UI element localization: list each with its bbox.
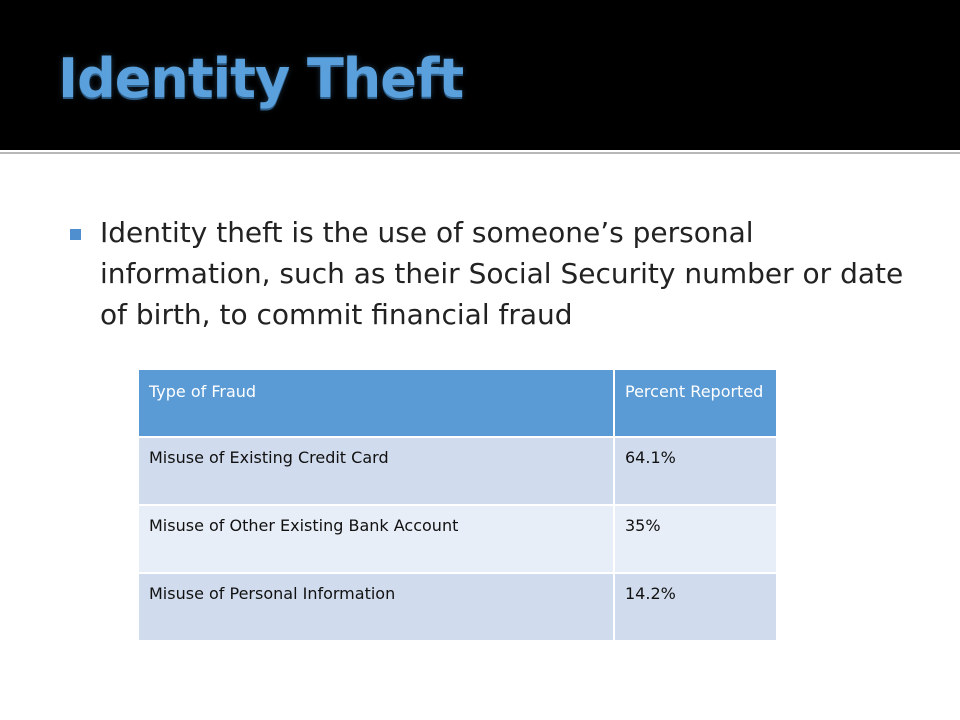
percent-cell: 14.2% [614, 573, 777, 641]
slide-title: Identity Theft [58, 47, 464, 110]
bullet-text: Identity theft is the use of someone’s personal information, such as their Social Security number or date of birth, to commit financial fraud [100, 216, 904, 331]
fraud-type-cell: Misuse of Personal Information [138, 573, 614, 641]
table-row [138, 573, 777, 641]
fraud-table [137, 368, 778, 642]
percent-cell: 64.1% [614, 437, 777, 505]
table-row [138, 505, 777, 573]
bullet-item [70, 212, 910, 335]
header-percent-reported: Percent Reported [614, 369, 777, 437]
square-bullet-icon [70, 229, 81, 240]
divider-line [0, 152, 960, 154]
table-row [138, 437, 777, 505]
header-type-of-fraud: Type of Fraud [138, 369, 614, 437]
percent-cell: 35% [614, 505, 777, 573]
fraud-type-cell: Misuse of Other Existing Bank Account [138, 505, 614, 573]
slide-body [0, 156, 960, 720]
title-bar [0, 0, 960, 150]
fraud-type-cell: Misuse of Existing Credit Card [138, 437, 614, 505]
table-header-row [138, 369, 777, 437]
